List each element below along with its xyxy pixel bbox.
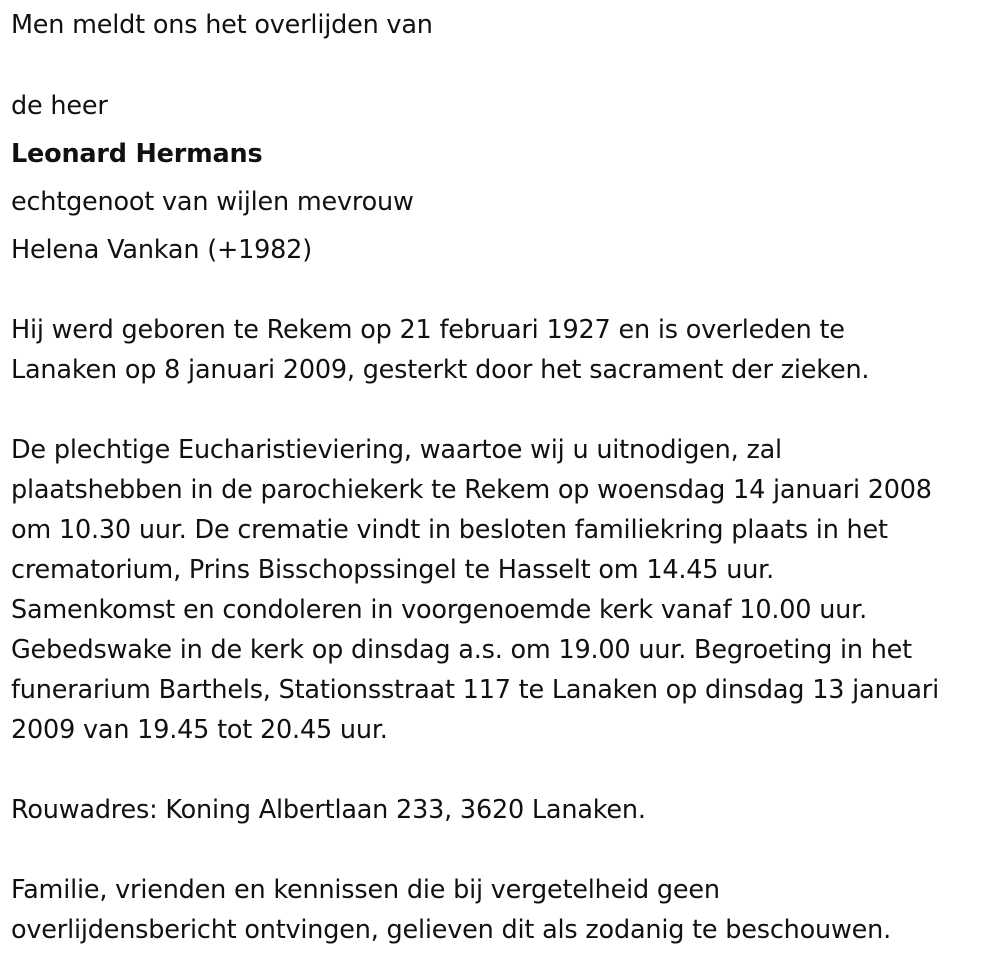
ceremony-line-6: Gebedswake in de kerk op dinsdag a.s. om 19.00 uur. Begroeting in het xyxy=(11,635,912,665)
intro-text: Men meldt ons het overlijden van xyxy=(11,10,433,40)
ceremony-line-4: crematorium, Prins Bisschopssingel te Hasselt om 14.45 uur. xyxy=(11,555,774,585)
deceased-name: Leonard Hermans xyxy=(11,139,263,169)
ceremony-line-5: Samenkomst en condoleren in voorgenoemde kerk vanaf 10.00 uur. xyxy=(11,595,867,625)
ceremony-line-7: funerarium Barthels, Stationsstraat 117 te Lanaken op dinsdag 13 januari xyxy=(11,675,939,705)
spouse-line-1: echtgenoot van wijlen mevrouw xyxy=(11,187,414,217)
address-text: Rouwadres: Koning Albertlaan 233, 3620 Lanaken. xyxy=(11,795,646,825)
closing-line-2: overlijdensbericht ontvingen, gelieven dit als zodanig te beschouwen. xyxy=(11,915,892,945)
birth-death-line-1: Hij werd geboren te Rekem op 21 februari 1927 en is overleden te xyxy=(11,315,845,345)
ceremony-line-2: plaatshebben in de parochiekerk te Rekem op woensdag 14 januari 2008 xyxy=(11,475,932,505)
ceremony-line-8: 2009 van 19.45 tot 20.45 uur. xyxy=(11,715,388,745)
salutation-text: de heer xyxy=(11,91,108,121)
closing-line-1: Familie, vrienden en kennissen die bij vergetelheid geen xyxy=(11,875,720,905)
spouse-line-2: Helena Vankan (+1982) xyxy=(11,235,312,265)
ceremony-line-1: De plechtige Eucharistieviering, waartoe wij u uitnodigen, zal xyxy=(11,435,782,465)
birth-death-line-2: Lanaken op 8 januari 2009, gesterkt door het sacrament der zieken. xyxy=(11,355,870,385)
ceremony-line-3: om 10.30 uur. De crematie vindt in besloten familiekring plaats in het xyxy=(11,515,888,545)
